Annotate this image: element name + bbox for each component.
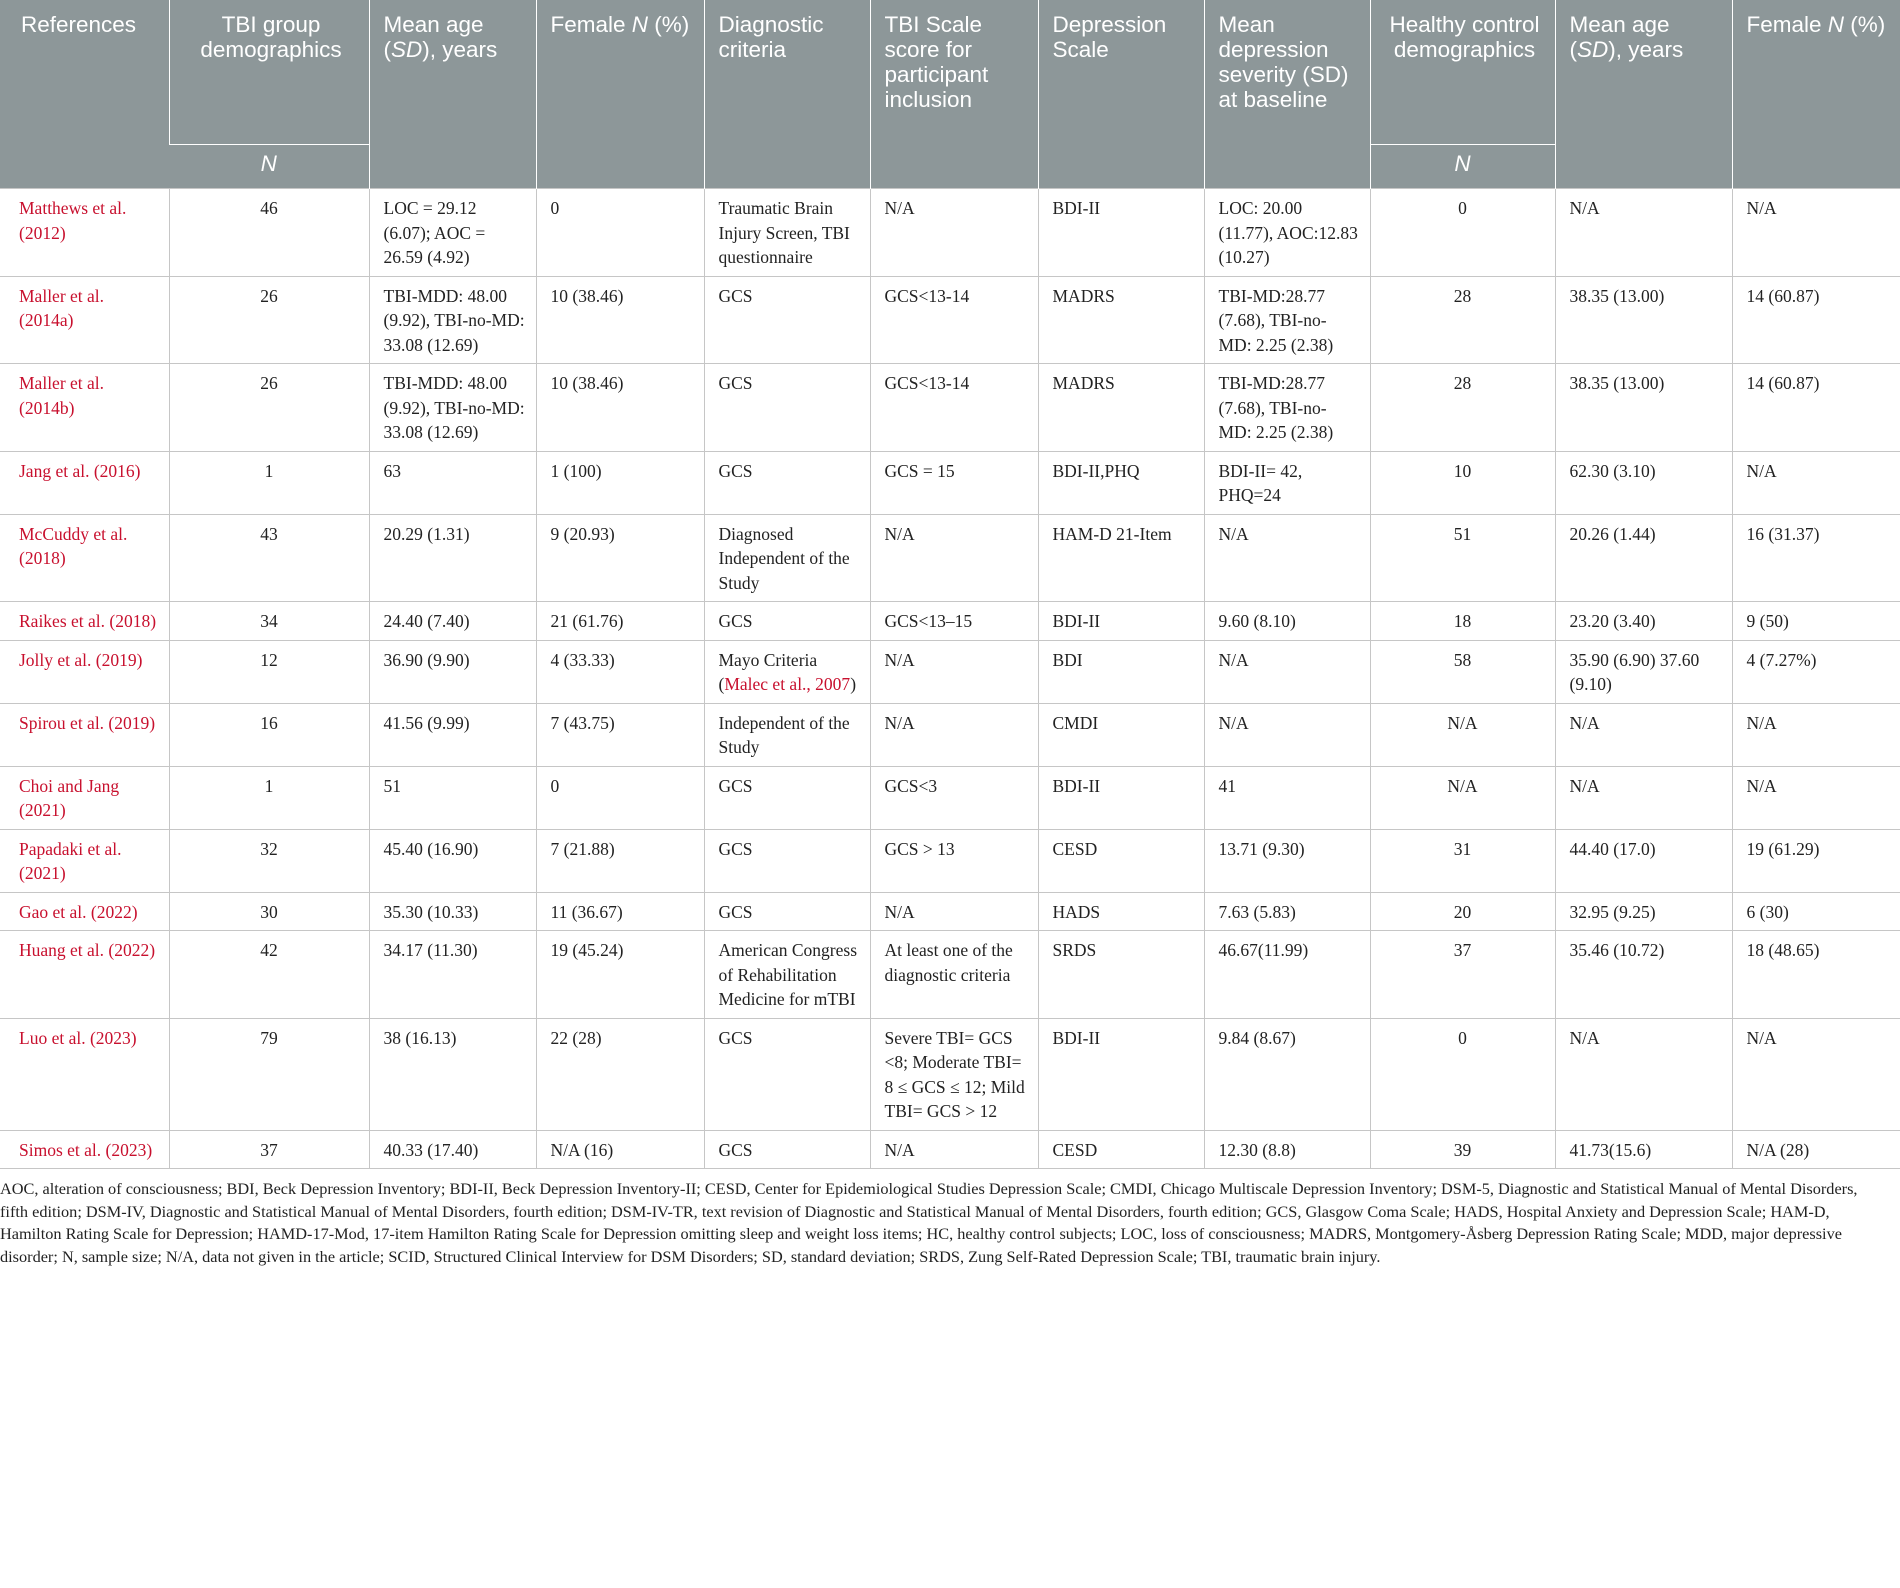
header-tbi-scale: TBI Scale score for participant inclusion	[870, 0, 1038, 189]
cell-depression-severity: 9.60 (8.10)	[1204, 602, 1370, 641]
cell-hc-female: N/A	[1732, 1018, 1900, 1130]
cell-mean-age: 41.56 (9.99)	[369, 703, 536, 766]
cell-hc-female: N/A	[1732, 451, 1900, 514]
cell-diagnostic: GCS	[704, 364, 870, 452]
cell-diagnostic	[704, 640, 870, 703]
cell-depression-scale: BDI-II	[1038, 1018, 1204, 1130]
cell-mean-age: TBI-MDD: 48.00 (9.92), TBI-no-MD: 33.08 (12.69)	[369, 276, 536, 364]
cell-depression-severity: 46.67(11.99)	[1204, 931, 1370, 1019]
header-female-n: N	[631, 12, 649, 37]
cell-mean-age: 36.90 (9.90)	[369, 640, 536, 703]
cell-tbi-scale: At least one of the diagnostic criteria	[870, 931, 1038, 1019]
cell-hc-n: 20	[1370, 892, 1555, 931]
cell-depression-severity: 12.30 (8.8)	[1204, 1130, 1370, 1169]
table-row	[0, 451, 1900, 514]
cell-depression-severity: TBI-MD:28.77 (7.68), TBI-no-MD: 2.25 (2.38)	[1204, 276, 1370, 364]
cell-hc-female: 16 (31.37)	[1732, 514, 1900, 602]
cell-depression-scale: CESD	[1038, 829, 1204, 892]
cell-hc-n: 39	[1370, 1130, 1555, 1169]
table-row	[0, 703, 1900, 766]
cell-depression-severity: 41	[1204, 766, 1370, 829]
cell-tbi-n: 26	[169, 276, 369, 364]
cell-depression-scale: BDI-II	[1038, 766, 1204, 829]
cell-hc-n: 0	[1370, 1018, 1555, 1130]
cell-tbi-n: 1	[169, 766, 369, 829]
cell-diagnostic: GCS	[704, 1018, 870, 1130]
cell-reference-link[interactable]: McCuddy et al. (2018)	[0, 514, 169, 602]
cell-female: 1 (100)	[536, 451, 704, 514]
table-header	[0, 0, 1900, 189]
cell-female: 7 (21.88)	[536, 829, 704, 892]
cell-hc-female: 19 (61.29)	[1732, 829, 1900, 892]
cell-hc-n: 0	[1370, 189, 1555, 277]
cell-tbi-scale: N/A	[870, 640, 1038, 703]
cell-hc-n: N/A	[1370, 703, 1555, 766]
cell-female: 7 (43.75)	[536, 703, 704, 766]
cell-tbi-scale: GCS<13-14	[870, 276, 1038, 364]
cell-depression-severity: N/A	[1204, 514, 1370, 602]
cell-reference-link[interactable]: Jang et al. (2016)	[0, 451, 169, 514]
cell-hc-mean-age: 38.35 (13.00)	[1555, 276, 1732, 364]
cell-female: 10 (38.46)	[536, 364, 704, 452]
cell-hc-female: N/A	[1732, 703, 1900, 766]
cell-hc-female: N/A	[1732, 766, 1900, 829]
cell-diagnostic: GCS	[704, 766, 870, 829]
cell-diagnostic: GCS	[704, 451, 870, 514]
header-female-pre: Female	[550, 12, 632, 37]
header-hc-mean-age-sd: SD	[1577, 37, 1609, 62]
cell-tbi-n: 79	[169, 1018, 369, 1130]
header-depression-scale: Depression Scale	[1038, 0, 1204, 189]
header-tbi-n: N	[169, 145, 369, 189]
cell-tbi-scale: N/A	[870, 892, 1038, 931]
cell-female: N/A (16)	[536, 1130, 704, 1169]
cell-depression-scale: BDI-II	[1038, 602, 1204, 641]
cell-hc-mean-age: 23.20 (3.40)	[1555, 602, 1732, 641]
cell-depression-scale: CMDI	[1038, 703, 1204, 766]
cell-depression-scale: HAM-D 21-Item	[1038, 514, 1204, 602]
cell-female: 4 (33.33)	[536, 640, 704, 703]
table-row	[0, 1130, 1900, 1169]
cell-tbi-n: 46	[169, 189, 369, 277]
cell-tbi-n: 30	[169, 892, 369, 931]
cell-female: 11 (36.67)	[536, 892, 704, 931]
header-hc-mean-age	[1555, 0, 1732, 189]
cell-reference-link[interactable]: Jolly et al. (2019)	[0, 640, 169, 703]
cell-tbi-scale: N/A	[870, 514, 1038, 602]
cell-diagnostic: Independent of the Study	[704, 703, 870, 766]
cell-hc-female: 9 (50)	[1732, 602, 1900, 641]
cell-hc-mean-age: 44.40 (17.0)	[1555, 829, 1732, 892]
header-healthy-control: Healthy control demographics	[1370, 0, 1555, 145]
cell-female: 19 (45.24)	[536, 931, 704, 1019]
cell-hc-female: 14 (60.87)	[1732, 364, 1900, 452]
cell-female: 21 (61.76)	[536, 602, 704, 641]
table-row	[0, 364, 1900, 452]
cell-hc-mean-age: 32.95 (9.25)	[1555, 892, 1732, 931]
cell-diagnostic: Diagnosed Independent of the Study	[704, 514, 870, 602]
cell-reference-link[interactable]: Matthews et al. (2012)	[0, 189, 169, 277]
cell-depression-scale: BDI	[1038, 640, 1204, 703]
cell-hc-mean-age: 20.26 (1.44)	[1555, 514, 1732, 602]
cell-hc-n: 18	[1370, 602, 1555, 641]
header-female	[536, 0, 704, 189]
cell-depression-severity: BDI-II= 42, PHQ=24	[1204, 451, 1370, 514]
cell-mean-age: 35.30 (10.33)	[369, 892, 536, 931]
cell-hc-n: 10	[1370, 451, 1555, 514]
header-mean-age-post: ), years	[422, 37, 498, 62]
cell-mean-age: LOC = 29.12 (6.07); AOC = 26.59 (4.92)	[369, 189, 536, 277]
cell-mean-age: 51	[369, 766, 536, 829]
cell-tbi-scale: GCS<3	[870, 766, 1038, 829]
cell-hc-n: 28	[1370, 276, 1555, 364]
cell-tbi-scale: Severe TBI= GCS <8; Moderate TBI= 8 ≤ GCS ≤ 12; Mild TBI= GCS > 12	[870, 1018, 1038, 1130]
cell-hc-mean-age: 35.90 (6.90) 37.60 (9.10)	[1555, 640, 1732, 703]
cell-hc-n: N/A	[1370, 766, 1555, 829]
cell-tbi-n: 32	[169, 829, 369, 892]
cell-reference-link[interactable]: Spirou et al. (2019)	[0, 703, 169, 766]
cell-diagnostic: GCS	[704, 892, 870, 931]
diag-reference-link[interactable]: Malec et al., 2007	[724, 674, 851, 694]
cell-depression-scale: HADS	[1038, 892, 1204, 931]
table-footnote: AOC, alteration of consciousness; BDI, Beck Depression Inventory; BDI-II, Beck Depression Inventory-II; CESD, Center for Epidemiological Studies Depression Scale; CMDI, Chicago Multiscale Depression Inventory; DSM-5, Diagnostic and Statistical Manual of Mental Disorders, fifth edition; DSM-IV, Diagnostic and Statistical Manual of Mental Disorders, fourth edition; DSM-IV-TR, text revision of Diagnostic and Statistical Manual of Mental Disorders, fourth edition; GCS, Glasgow Coma Scale; HADS, Hospital Anxiety and Depression Scale; HAM-D, Hamilton Rating Scale for Depression; HAMD-17-Mod, 17-item Hamilton Rating Scale for Depression omitting sleep and weight loss items; HC, healthy control subjects; LOC, loss of consciousness; MADRS, Montgomery-Åsberg Depression Rating Scale; MDD, major depressive disorder; N, sample size; N/A, data not given in the article; SCID, Structured Clinical Interview for DSM Disorders; SD, standard deviation; SRDS, Zung Self-Rated Depression Scale; TBI, traumatic brain injury.	[0, 1179, 1858, 1266]
cell-hc-female: 18 (48.65)	[1732, 931, 1900, 1019]
cell-reference-link[interactable]: Maller et al. (2014a)	[0, 276, 169, 364]
cell-tbi-scale: GCS > 13	[870, 829, 1038, 892]
cell-mean-age: 40.33 (17.40)	[369, 1130, 536, 1169]
cell-depression-scale: MADRS	[1038, 364, 1204, 452]
cell-hc-mean-age: N/A	[1555, 189, 1732, 277]
cell-tbi-n: 34	[169, 602, 369, 641]
table-row	[0, 931, 1900, 1019]
header-mean-age	[369, 0, 536, 189]
cell-hc-mean-age: N/A	[1555, 1018, 1732, 1130]
table-row	[0, 892, 1900, 931]
cell-depression-severity: 13.71 (9.30)	[1204, 829, 1370, 892]
header-hc-female-n: N	[1827, 12, 1845, 37]
header-tbi-group: TBI group demographics	[169, 0, 369, 145]
cell-reference-link[interactable]: Gao et al. (2022)	[0, 892, 169, 931]
cell-reference-link[interactable]: Maller et al. (2014b)	[0, 364, 169, 452]
header-hc-female	[1732, 0, 1900, 189]
cell-hc-mean-age: N/A	[1555, 703, 1732, 766]
cell-mean-age: 24.40 (7.40)	[369, 602, 536, 641]
table-row	[0, 829, 1900, 892]
cell-depression-scale: SRDS	[1038, 931, 1204, 1019]
header-hc-mean-age-pre: Mean age (	[1569, 12, 1670, 62]
header-mean-depression: Mean depression severity (SD) at baseline	[1204, 0, 1370, 189]
cell-diagnostic: GCS	[704, 602, 870, 641]
cell-depression-severity: TBI-MD:28.77 (7.68), TBI-no-MD: 2.25 (2.38)	[1204, 364, 1370, 452]
cell-reference-link[interactable]: Papadaki et al. (2021)	[0, 829, 169, 892]
cell-tbi-n: 43	[169, 514, 369, 602]
cell-reference-link[interactable]: Luo et al. (2023)	[0, 1018, 169, 1130]
cell-tbi-n: 26	[169, 364, 369, 452]
cell-hc-female: 4 (7.27%)	[1732, 640, 1900, 703]
cell-female: 0	[536, 766, 704, 829]
header-female-post: (%)	[648, 12, 690, 37]
cell-hc-mean-age: 38.35 (13.00)	[1555, 364, 1732, 452]
table-row	[0, 189, 1900, 277]
cell-hc-mean-age: 41.73(15.6)	[1555, 1130, 1732, 1169]
cell-tbi-n: 37	[169, 1130, 369, 1169]
header-hc-mean-age-post: ), years	[1608, 37, 1684, 62]
cell-diagnostic: GCS	[704, 829, 870, 892]
table-row	[0, 766, 1900, 829]
header-references: References	[0, 0, 169, 189]
cell-mean-age: 45.40 (16.90)	[369, 829, 536, 892]
cell-reference-link[interactable]: Simos et al. (2023)	[0, 1130, 169, 1169]
cell-reference-link[interactable]: Raikes et al. (2018)	[0, 602, 169, 641]
cell-reference-link[interactable]: Choi and Jang (2021)	[0, 766, 169, 829]
cell-hc-female: 14 (60.87)	[1732, 276, 1900, 364]
cell-tbi-scale: GCS<13–15	[870, 602, 1038, 641]
cell-hc-female: 6 (30)	[1732, 892, 1900, 931]
cell-hc-n: 31	[1370, 829, 1555, 892]
cell-hc-female: N/A (28)	[1732, 1130, 1900, 1169]
cell-tbi-n: 1	[169, 451, 369, 514]
header-mean-age-sd: SD	[391, 37, 423, 62]
cell-female: 9 (20.93)	[536, 514, 704, 602]
cell-hc-n: 51	[1370, 514, 1555, 602]
cell-depression-severity: 7.63 (5.83)	[1204, 892, 1370, 931]
cell-mean-age: 34.17 (11.30)	[369, 931, 536, 1019]
cell-mean-age: 20.29 (1.31)	[369, 514, 536, 602]
header-hc-n: N	[1370, 145, 1555, 189]
cell-mean-age: 63	[369, 451, 536, 514]
cell-depression-severity: N/A	[1204, 640, 1370, 703]
header-diagnostic-criteria: Diagnostic criteria	[704, 0, 870, 189]
cell-depression-severity: N/A	[1204, 703, 1370, 766]
cell-hc-n: 37	[1370, 931, 1555, 1019]
cell-reference-link[interactable]: Huang et al. (2022)	[0, 931, 169, 1019]
table-row	[0, 1018, 1900, 1130]
cell-depression-scale: BDI-II	[1038, 189, 1204, 277]
cell-depression-severity: 9.84 (8.67)	[1204, 1018, 1370, 1130]
cell-diagnostic: GCS	[704, 1130, 870, 1169]
cell-mean-age: 38 (16.13)	[369, 1018, 536, 1130]
header-mean-age-pre: Mean age (	[383, 12, 484, 62]
table-row	[0, 514, 1900, 602]
cell-female: 10 (38.46)	[536, 276, 704, 364]
cell-depression-severity: LOC: 20.00 (11.77), AOC:12.83 (10.27)	[1204, 189, 1370, 277]
cell-diagnostic: American Congress of Rehabilitation Medicine for mTBI	[704, 931, 870, 1019]
cell-depression-scale: CESD	[1038, 1130, 1204, 1169]
header-hc-female-post: (%)	[1844, 12, 1886, 37]
table-row	[0, 602, 1900, 641]
cell-tbi-scale: N/A	[870, 1130, 1038, 1169]
cell-hc-mean-age: N/A	[1555, 766, 1732, 829]
cell-hc-mean-age: 62.30 (3.10)	[1555, 451, 1732, 514]
header-hc-female-pre: Female	[1746, 12, 1828, 37]
cell-tbi-n: 42	[169, 931, 369, 1019]
table-body	[0, 189, 1900, 1169]
cell-hc-mean-age: 35.46 (10.72)	[1555, 931, 1732, 1019]
cell-mean-age: TBI-MDD: 48.00 (9.92), TBI-no-MD: 33.08 (12.69)	[369, 364, 536, 452]
diag-text-pre: Mayo Criteria (	[718, 649, 818, 694]
cell-female: 0	[536, 189, 704, 277]
cell-tbi-scale: GCS<13-14	[870, 364, 1038, 452]
diag-text-post: )	[850, 674, 857, 694]
cell-female: 22 (28)	[536, 1018, 704, 1130]
cell-depression-scale: BDI-II,PHQ	[1038, 451, 1204, 514]
cell-depression-scale: MADRS	[1038, 276, 1204, 364]
cell-tbi-scale: N/A	[870, 189, 1038, 277]
cell-diagnostic: Traumatic Brain Injury Screen, TBI questionnaire	[704, 189, 870, 277]
cell-hc-n: 28	[1370, 364, 1555, 452]
cell-tbi-scale: GCS = 15	[870, 451, 1038, 514]
cell-tbi-n: 12	[169, 640, 369, 703]
cell-hc-n: 58	[1370, 640, 1555, 703]
table-row	[0, 640, 1900, 703]
table-row	[0, 276, 1900, 364]
cell-tbi-scale: N/A	[870, 703, 1038, 766]
cell-tbi-n: 16	[169, 703, 369, 766]
cell-hc-female: N/A	[1732, 189, 1900, 277]
cell-diagnostic: GCS	[704, 276, 870, 364]
